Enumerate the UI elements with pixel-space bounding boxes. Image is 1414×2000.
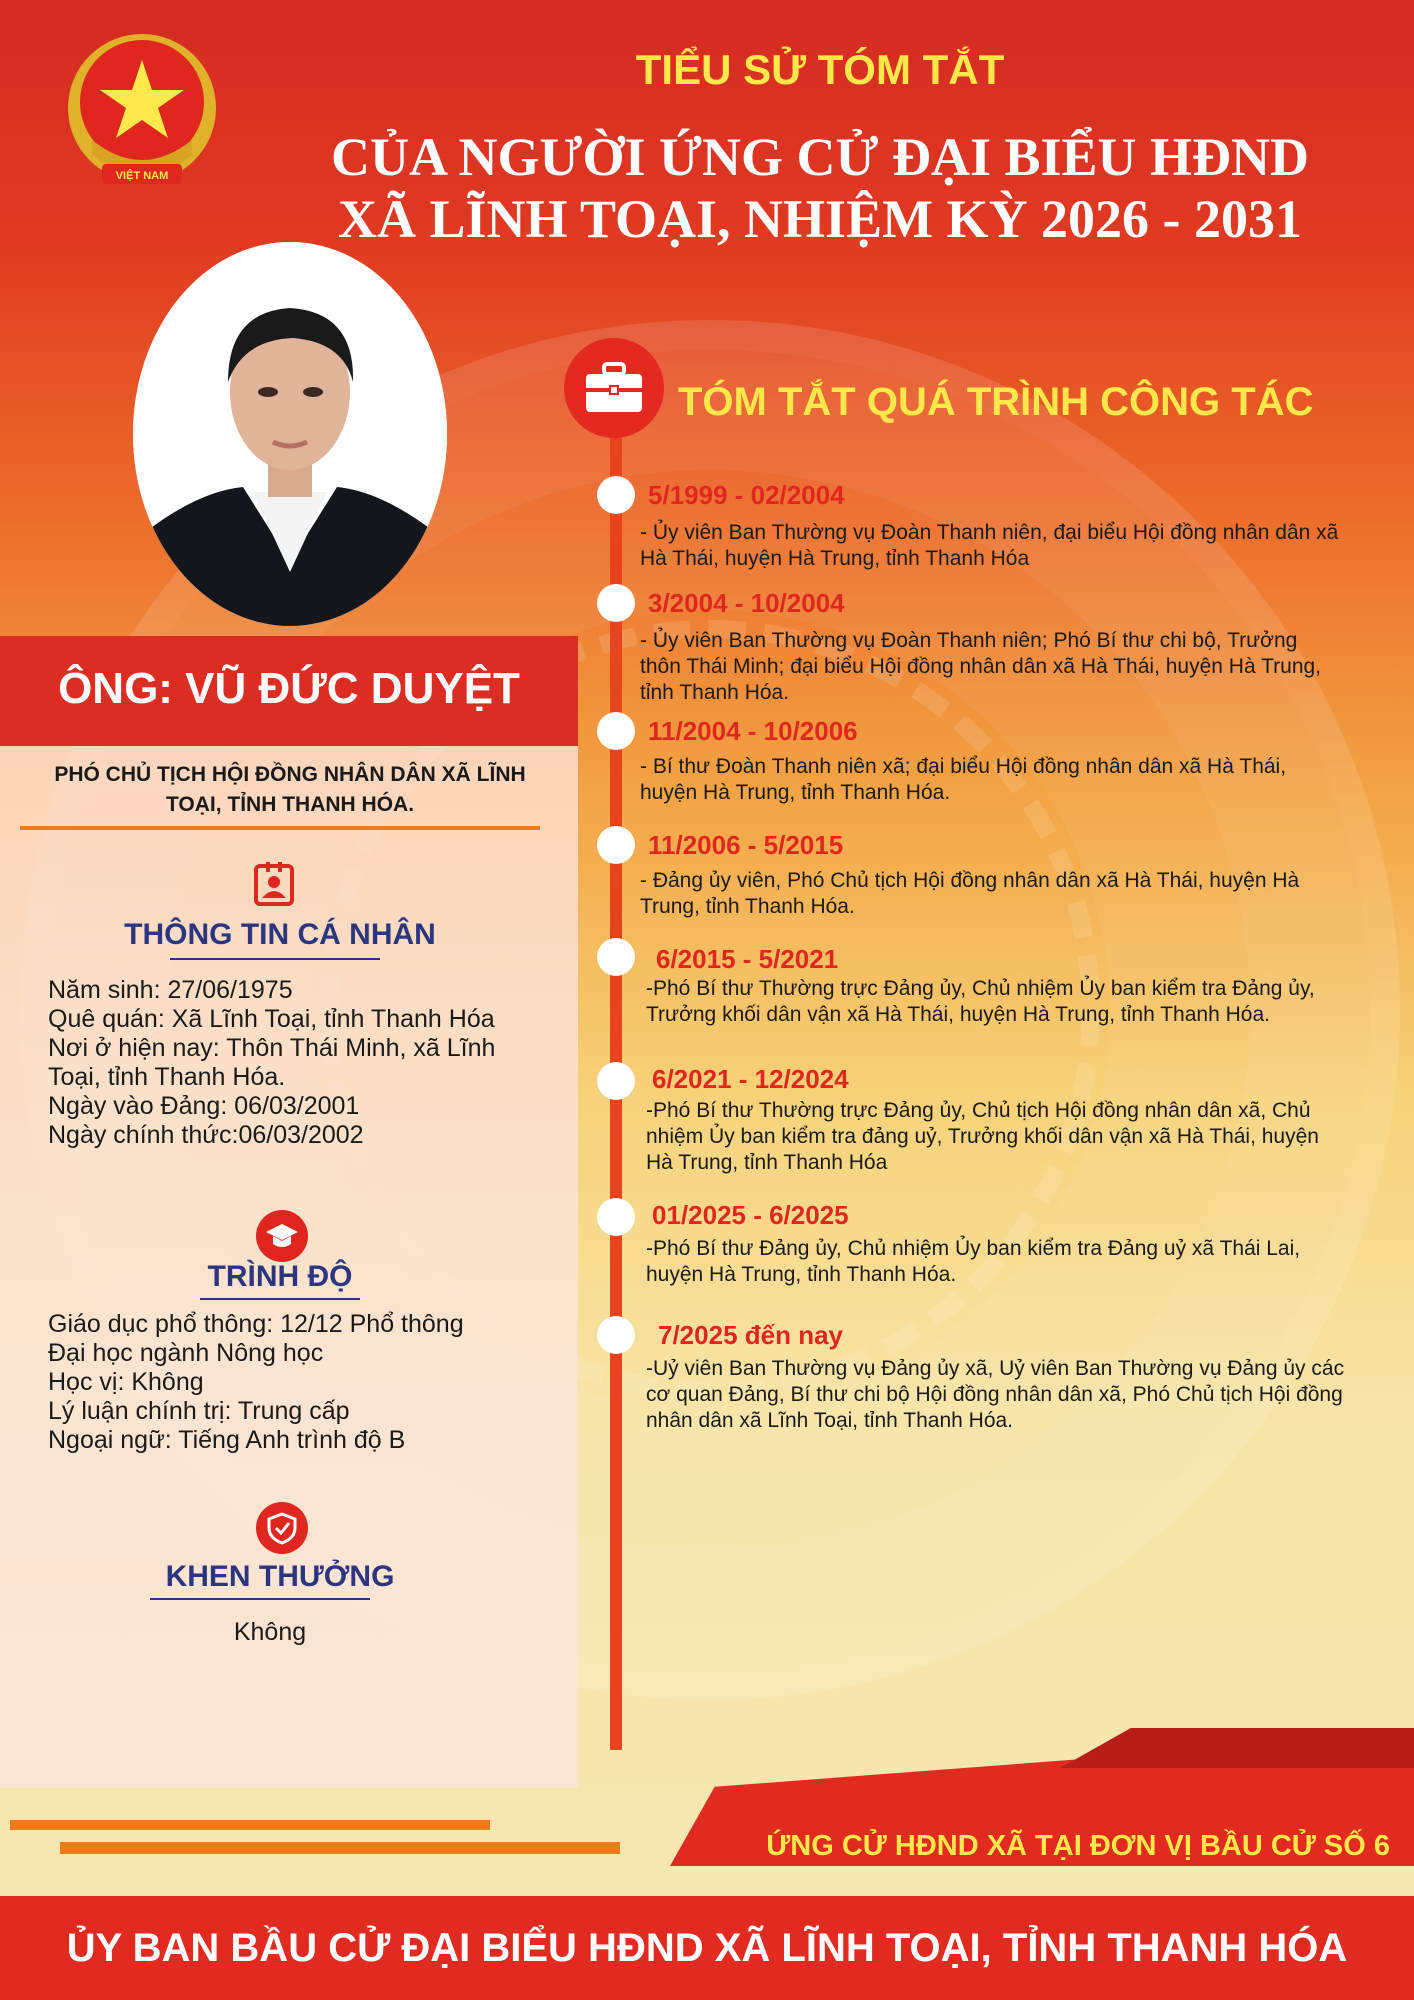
awards-value: Không — [233, 1618, 307, 1646]
timeline-dot — [597, 712, 635, 750]
timeline-description: -Uỷ viên Ban Thường vụ Đảng ủy xã, Uỷ viên Ban Thường vụ Đảng ủy các cơ quan Đảng, Bí thư chi bộ Hội đồng nhân dân xã, Phó Chủ tịch Hội đồng nhân dân xã Lĩnh Toại, tỉnh Thanh Hóa. — [646, 1357, 1345, 1432]
timeline-date: 5/1999 - 02/2004 — [648, 480, 845, 510]
party-join-date: Ngày vào Đảng: 06/03/2001 — [48, 1092, 360, 1120]
state-emblem-icon — [62, 30, 222, 200]
awards-title: KHEN THƯỞNG — [165, 1560, 395, 1593]
title-line-2: XÃ LĨNH TOẠI, NHIỆM KỲ 2026 - 2031 — [337, 189, 1303, 249]
timeline-date: 01/2025 - 6/2025 — [652, 1200, 849, 1230]
timeline-dot — [597, 1062, 635, 1100]
party-official-date: Ngày chính thức:06/03/2002 — [48, 1121, 364, 1149]
timeline-dot — [597, 938, 635, 976]
electoral-unit-label: ỨNG CỬ HĐND XÃ TẠI ĐƠN VỊ BẦU CỬ SỐ 6 — [766, 1830, 1390, 1862]
id-badge-icon — [250, 860, 298, 908]
svg-text:VIỆT NAM: VIỆT NAM — [115, 170, 169, 182]
graduation-cap-icon — [256, 1210, 308, 1262]
page-subtitle: TIỂU SỬ TÓM TẮT — [635, 46, 1005, 93]
decorative-stripe — [60, 1842, 620, 1854]
timeline-dot — [597, 1198, 635, 1236]
page-title — [270, 126, 1370, 250]
personal-info-list — [48, 976, 568, 1150]
decorative-stripe — [1060, 1728, 1414, 1768]
birth-date: Năm sinh: 27/06/1975 — [48, 976, 293, 1004]
divider — [20, 826, 540, 830]
residence-line-1: Nơi ở hiện nay: Thôn Thái Minh, xã Lĩnh — [48, 1034, 496, 1062]
timeline-description: - Ủy viên Ban Thường vụ Đoàn Thanh niên; Phó Bí thư chi bộ, Trưởng thôn Thái Minh; đại biểu Hội đồng nhân dân xã Hà Thái, huyện Hà Trung, tỉnh Thanh Hóa. — [640, 629, 1322, 704]
university-major: Đại học ngành Nông học — [48, 1339, 324, 1367]
briefcase-icon — [564, 338, 664, 438]
education-list — [48, 1310, 568, 1455]
timeline-date: 11/2004 - 10/2006 — [648, 716, 858, 746]
hometown: Quê quán: Xã Lĩnh Toại, tỉnh Thanh Hóa — [48, 1005, 495, 1033]
personal-info-underline — [170, 958, 380, 960]
timeline-description: - Đảng ủy viên, Phó Chủ tịch Hội đồng nhân dân xã Hà Thái, huyện Hà Trung, tỉnh Thanh Hóa. — [640, 869, 1300, 918]
awards-underline — [150, 1598, 370, 1600]
title-line-1: CỦA NGƯỜI ỨNG CỬ ĐẠI BIỂU HĐND — [330, 127, 1309, 187]
timeline-date: 3/2004 - 10/2004 — [648, 588, 845, 618]
timeline-dot — [597, 1316, 635, 1354]
general-education: Giáo dục phổ thông: 12/12 Phổ thông — [48, 1310, 464, 1338]
career-heading: TÓM TẮT QUÁ TRÌNH CÔNG TÁC — [678, 380, 1314, 424]
timeline-date: 6/2015 - 5/2021 — [656, 944, 839, 974]
candidate-name: ÔNG: VŨ ĐỨC DUYỆT — [58, 664, 520, 713]
candidate-position: PHÓ CHỦ TỊCH HỘI ĐỒNG NHÂN DÂN XÃ LĨNH TOẠI, TỈNH THANH HÓA. — [54, 763, 526, 816]
footer-banner — [0, 1896, 1414, 2000]
candidate-portrait — [133, 242, 447, 626]
shield-check-icon — [256, 1502, 308, 1554]
decorative-stripe — [10, 1820, 490, 1830]
education-underline — [200, 1298, 360, 1300]
personal-info-title: THÔNG TIN CÁ NHÂN — [124, 918, 436, 951]
timeline-description: -Phó Bí thư Thường trực Đảng ủy, Chủ nhiệm Ủy ban kiểm tra Đảng ủy, Trưởng khối dân vận xã Hà Thái, huyện Hà Trung, tỉnh Thanh Hóa. — [646, 977, 1315, 1026]
academic-degree: Học vị: Không — [48, 1368, 204, 1396]
timeline-description: -Phó Bí thư Thường trực Đảng ủy, Chủ tịch Hội đồng nhân dân xã, Chủ nhiệm Ủy ban kiểm tra đảng uỷ, Trưởng khối dân vận xã Hà Thái, huyện Hà Trung, tỉnh Thanh Hóa — [646, 1099, 1319, 1174]
timeline-date: 6/2021 - 12/2024 — [652, 1064, 849, 1094]
education-title: TRÌNH ĐỘ — [207, 1260, 353, 1293]
timeline-date: 11/2006 - 5/2015 — [648, 830, 844, 860]
timeline-dot — [597, 826, 635, 864]
political-theory: Lý luận chính trị: Trung cấp — [48, 1397, 350, 1425]
foreign-language: Ngoại ngữ: Tiếng Anh trình độ B — [48, 1426, 406, 1454]
timeline-description: - Bí thư Đoàn Thanh niên xã; đại biểu Hội đồng nhân dân xã Hà Thái, huyện Hà Trung, tỉnh Thanh Hóa. — [640, 755, 1287, 804]
election-committee-label: ỦY BAN BẦU CỬ ĐẠI BIỂU HĐND XÃ LĨNH TOẠI, TỈNH THANH HÓA — [66, 1925, 1348, 1970]
timeline-description: - Ủy viên Ban Thường vụ Đoàn Thanh niên, đại biểu Hội đồng nhân dân xã Hà Thái, huyện Hà Trung, tỉnh Thanh Hóa — [640, 521, 1339, 570]
timeline-date: 7/2025 đến nay — [658, 1320, 843, 1350]
timeline-dot — [597, 584, 635, 622]
timeline-description: -Phó Bí thư Đảng ủy, Chủ nhiệm Ủy ban kiểm tra Đảng uỷ xã Thái Lai, huyện Hà Trung, tỉnh Thanh Hóa. — [646, 1237, 1301, 1286]
timeline-dot — [597, 476, 635, 514]
residence-line-2: Toại, tỉnh Thanh Hóa. — [48, 1063, 286, 1091]
